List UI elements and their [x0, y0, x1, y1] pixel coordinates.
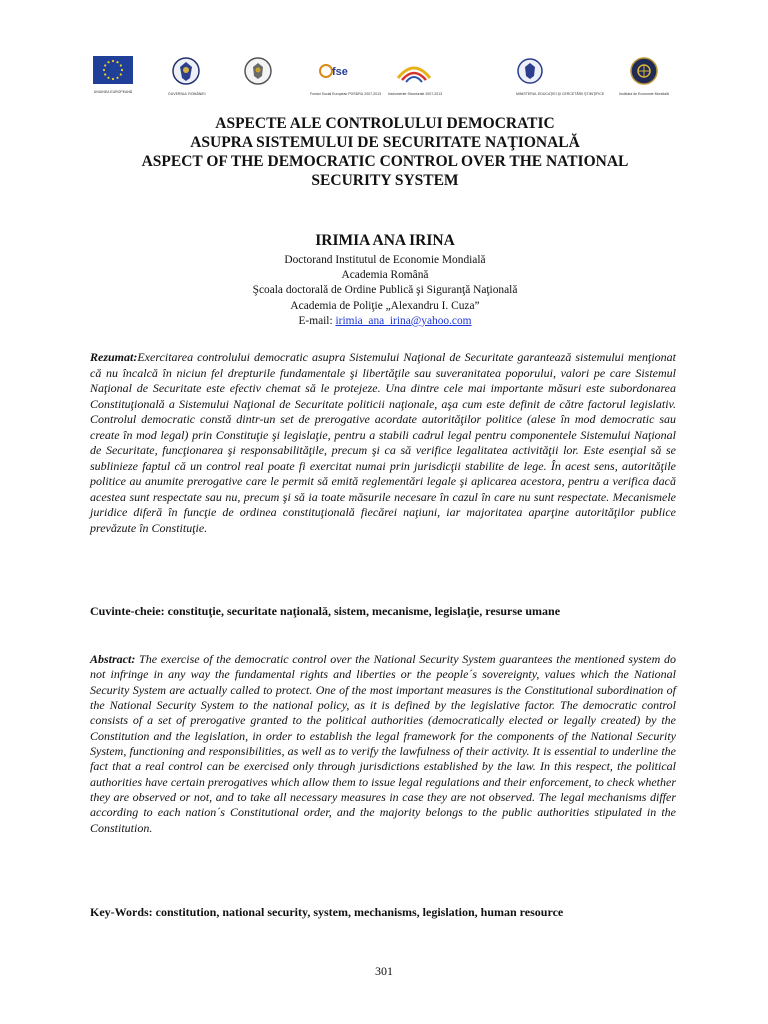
rezumat-paragraph: [90, 350, 676, 536]
title-line-ro-2: ASUPRA SISTEMULUI DE SECURITATE NAŢIONALĂ: [190, 134, 580, 151]
affiliation-line: Academia de Poliţie „Alexandru I. Cuza”: [290, 299, 480, 312]
cuvinte-cheie: Cuvinte-cheie: constituţie, securitate naţională, sistem, mecanisme, legislaţie, resurse umane: [90, 604, 561, 618]
email-link[interactable]: irimia_ana_irina@yahoo.com: [335, 314, 472, 327]
logo-caption: Instrumente Structurale 2007-2013: [388, 92, 443, 96]
title-line-en-1: ASPECT OF THE DEMOCRATIC CONTROL OVER THE NATIONAL: [141, 153, 629, 170]
iem-logo: [616, 56, 672, 96]
crest-icon: [243, 56, 273, 86]
author-name: IRIMIA ANA IRINA: [315, 232, 455, 249]
affiliation-line: Şcoala doctorală de Ordine Publică şi Siguranţă Naţională: [252, 284, 518, 297]
iem-icon: [629, 56, 659, 86]
fse-icon: [314, 56, 354, 86]
fse-logo: [310, 56, 382, 96]
logo-caption: UNIUNEA EUROPEANĂ: [93, 90, 133, 94]
rezumat-text: Exercitarea controlului democratic asupra Sistemului Naţional de Securitate garantează sistemului menţionat că nu încalcă în niciun fel drepturile fundamentale şi libertăţile sau suveranitatea poporului, valori pe care Sistemul Naţional de Securitate este efectiv chemat să le protejeze. Una dintre cele mai importante măsuri este subordonarea Constituţională a Sistemului Naţional de Securitate politicii naţionale, aşa cum este definit de către factorul legislativ. Controlul democratic constă dintr-un set de prerogative acordate autorităţilor politice (alese în mod democratic sau create în mod legal) prin Constituţie şi legislaţie, pentru a stabili cadrul legal pentru componentele Sistemului Naţional de Securitate, funcţionarea şi responsabilităţile, precum şi ca să verifice legalitatea activităţii lor. Este esenţial să se sublinieze faptul că un control real poate fi exercitat numai prin jurisdicţii stabilite de lege. În acest sens, autorităţile politice au anumite prerogative care le permit să emită reglementări legale şi aplicarea acestora, pentru a verifica dacă acestea sunt respectate sau nu, precum şi să ia toate măsurile necesare în cazul în care nu sunt respectate. Mecanismele juridice diferă în funcţie de ordinea constituţională fiecărei naţiuni, iar majoritatea aparţine autorităţilor publice prevăzute în Constituţie.: [90, 350, 676, 535]
logo-caption: Fondul Social European POSDRU 2007-2013: [310, 92, 382, 96]
affiliation-line: Doctorand Institutul de Economie Mondială: [284, 254, 486, 266]
logo-caption: Institutul de Economie Mondială: [619, 92, 669, 96]
affiliation-line: Academia Română: [341, 269, 429, 282]
abstract-paragraph: [90, 652, 676, 836]
structural-instruments-icon: [392, 56, 436, 86]
structural-instruments-logo: [388, 56, 443, 96]
government-crest-logo: [168, 56, 204, 96]
page-number: 301: [375, 964, 393, 978]
crest-icon: [171, 56, 201, 86]
key-words: Key-Words: constitution, national security, system, mechanisms, legislation, human resource: [90, 905, 564, 919]
ministry-education-icon: [516, 56, 592, 86]
svg-text:fse: fse: [332, 66, 348, 78]
author-affiliations: [60, 253, 710, 329]
title-line-en-2: SECURITY SYSTEM: [311, 172, 459, 189]
logo-caption: GUVERNUL ROMÂNIEI: [168, 92, 206, 96]
paper-title: [60, 114, 710, 190]
logo-caption: MINISTERUL EDUCAŢIEI ŞI CERCETĂRII ŞTIINŢIFICE: [516, 92, 605, 96]
rezumat-label: Rezumat:: [90, 350, 138, 364]
abstract-label: Abstract:: [90, 652, 136, 666]
ministry-crest-logo: [240, 56, 276, 92]
abstract-text: The exercise of the democratic control over the National Security System guarantees the mentioned system do not infringe in any way the fundamental rights and liberties or the people´s sovereignty, values which the National Security System are actually called to protect. One of the most important measures is the Constitutional subordination of the National Security System to the national policy, as it is defined by the legislative factor. The democratic control consists of a set of prerogative granted to the political authorities (democratically elected or legally created) by the Constitution and the legislation, in order to establish the legal framework for the components of the National Security System, functioning and responsibilities, as well as to verify the lawfulness of their activity. It is essential to underline the fact that a real control can be exercised only through jurisdictions established by the law. In this respect, the political authorities have certain prerogatives which allow them to issue legal regulations and their enforcement, to check whether they are observed or not, and to take all necessary measures in case they are not observed. The legal mechanisms differ according to each nation´s Constitutional order, and the majority belongs to the public authorities stipulated in the Constitution.: [90, 652, 676, 835]
title-line-ro-1: ASPECTE ALE CONTROLULUI DEMOCRATIC: [215, 115, 555, 132]
eu-flag-icon: [93, 56, 133, 84]
eu-flag-logo: [88, 56, 138, 94]
email-line: [60, 314, 710, 329]
logo-strip: [88, 56, 688, 104]
ministry-education-logo: [516, 56, 605, 96]
email-label: E-mail:: [298, 314, 333, 327]
